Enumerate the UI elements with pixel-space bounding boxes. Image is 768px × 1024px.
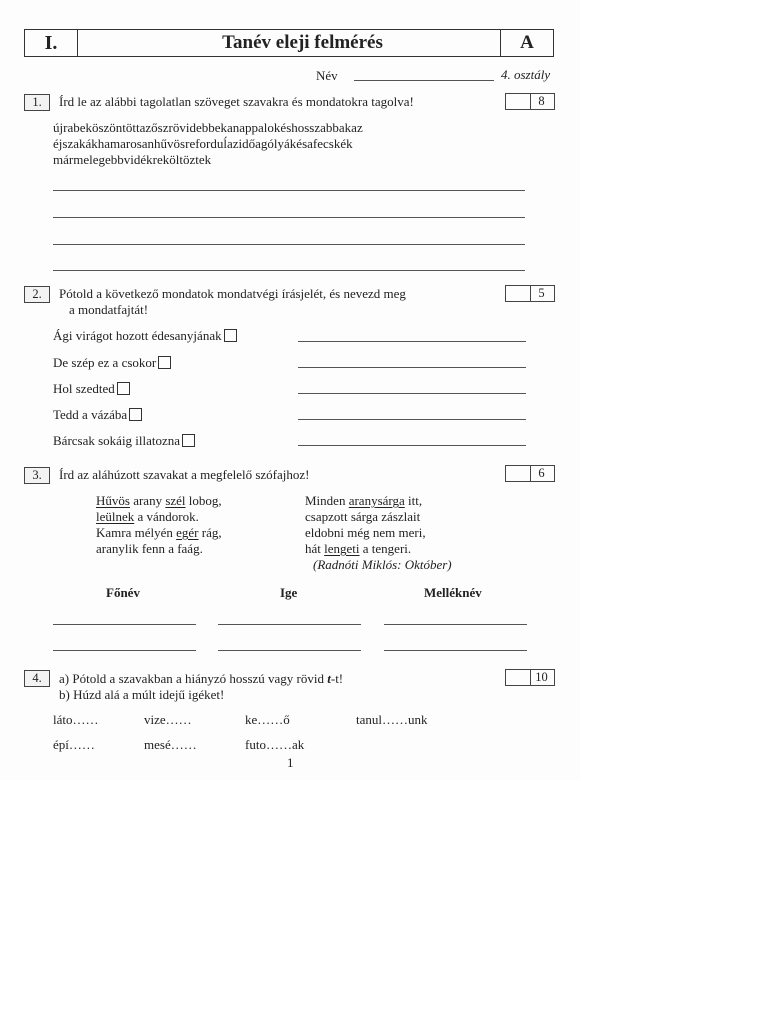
underlined-word: aranysárga (348, 493, 405, 508)
instruction-letter: t (327, 671, 331, 686)
task1-text-line: éjszakákhamarosanhűvösreforduĺazidőagólyákésafecskék (53, 136, 353, 151)
poem-text: Kamra mélyén (96, 525, 177, 540)
poem-right-line: csapzott sárga zászlait (305, 509, 421, 524)
poem-source: (Radnóti Miklós: Október) (313, 557, 452, 572)
name-label: Név (316, 68, 338, 83)
answer-line[interactable] (53, 217, 525, 218)
answer-line[interactable] (53, 270, 525, 271)
task3-number: 3. (24, 467, 50, 484)
poem-text: hát (305, 541, 325, 556)
sentence-row (53, 328, 237, 344)
answer-line[interactable] (53, 190, 525, 191)
sentence-text: Bárcsak sokáig illatozna (53, 433, 181, 448)
sentence-text: Ági virágot hozott édesanyjának (53, 328, 222, 343)
task4-instruction-a (59, 671, 343, 687)
poem-right-line: eldobni még nem meri, (305, 525, 426, 540)
fill-word[interactable]: láto…… (53, 712, 99, 727)
poem-text: arany (129, 493, 166, 508)
punctuation-checkbox[interactable] (182, 434, 195, 447)
score-empty-cell[interactable] (506, 94, 531, 109)
poem-text: a tengeri. (359, 541, 412, 556)
task4-instruction-b: b) Húzd alá a múlt idejű igéket! (59, 687, 225, 702)
score-empty-cell[interactable] (506, 466, 531, 481)
sentence-row (53, 407, 142, 423)
fill-word[interactable]: mesé…… (144, 737, 197, 752)
page-number: 1 (287, 755, 294, 770)
task1-number: 1. (24, 94, 50, 111)
task4-score-box (505, 669, 555, 686)
task3-max-score: 6 (538, 466, 545, 480)
task1-max-score: 8 (538, 94, 545, 108)
punctuation-checkbox[interactable] (224, 329, 237, 342)
fill-word[interactable]: ke……ő (245, 712, 290, 727)
underlined-word: Hűvös (96, 493, 130, 508)
score-empty-cell[interactable] (506, 286, 531, 301)
score-empty-cell[interactable] (506, 670, 531, 685)
answer-line[interactable] (384, 624, 527, 625)
punctuation-checkbox[interactable] (117, 382, 130, 395)
underlined-word: szél (165, 493, 186, 508)
sentence-text: Tedd a vázába (53, 407, 128, 422)
task3-instruction: Írd az aláhúzott szavakat a megfelelő szófajhoz! (59, 467, 310, 482)
answer-line[interactable] (298, 419, 526, 420)
task2-max-score: 5 (538, 286, 545, 300)
poem-text: a vándorok. (134, 509, 199, 524)
header-title: Tanév eleji felmérés (222, 32, 383, 53)
column-header-ige: Ige (280, 585, 298, 600)
answer-line[interactable] (298, 341, 526, 342)
task2-instruction: Pótold a következő mondatok mondatvégi írásjelét, és nevezd meg (59, 286, 406, 301)
underlined-word: egér (176, 525, 199, 540)
answer-line[interactable] (298, 367, 526, 368)
grade-label: 4. osztály (501, 67, 551, 82)
answer-line[interactable] (298, 393, 526, 394)
header-number: I. (25, 30, 78, 56)
task3-score-box (505, 465, 555, 482)
poem-left-line (96, 509, 199, 525)
poem-right-line (305, 541, 411, 557)
poem-left-line (96, 493, 222, 509)
answer-line[interactable] (384, 650, 527, 651)
fill-word[interactable]: vize…… (144, 712, 192, 727)
sentence-row (53, 433, 195, 449)
name-field-line[interactable] (354, 80, 494, 81)
poem-right-line (305, 493, 422, 509)
task1-score-box (505, 93, 555, 110)
column-header-melleknev: Melléknév (424, 585, 482, 600)
answer-line[interactable] (218, 624, 361, 625)
task4-max-score: 10 (535, 670, 548, 684)
task1-text-line: újrabeköszöntöttazőszrövidebbekanappalokéshosszabbakaz (53, 120, 363, 135)
fill-word[interactable]: épí…… (53, 737, 95, 752)
poem-text: Minden (305, 493, 349, 508)
sentence-text: De szép ez a csokor (53, 355, 157, 370)
answer-line[interactable] (218, 650, 361, 651)
underlined-word: leülnek (96, 509, 135, 524)
instruction-text: -t! (330, 671, 344, 686)
punctuation-checkbox[interactable] (158, 356, 171, 369)
fill-word[interactable]: tanul……unk (356, 712, 428, 727)
underlined-word: lengeti (324, 541, 360, 556)
poem-left-line (96, 525, 222, 541)
instruction-text: a) Pótold a szavakban a hiányzó hosszú vagy rövid (59, 671, 328, 686)
task4-number: 4. (24, 670, 50, 687)
poem-text: lobog, (185, 493, 222, 508)
poem-text: rág, (198, 525, 222, 540)
punctuation-checkbox[interactable] (129, 408, 142, 421)
answer-line[interactable] (53, 650, 196, 651)
sentence-row (53, 381, 130, 397)
sentence-row (53, 355, 171, 371)
answer-line[interactable] (53, 244, 525, 245)
task2-instruction-cont: a mondatfajtát! (69, 302, 149, 317)
answer-line[interactable] (53, 624, 196, 625)
answer-line[interactable] (298, 445, 526, 446)
task2-score-box (505, 285, 555, 302)
poem-text: itt, (404, 493, 423, 508)
poem-left-line: aranylik fenn a faág. (96, 541, 203, 556)
task1-text-line: mármelegebbvidékreköltöztek (53, 152, 212, 167)
fill-word[interactable]: futo……ak (245, 737, 305, 752)
column-header-fonev: Főnév (106, 585, 140, 600)
sentence-text: Hol szedted (53, 381, 115, 396)
worksheet-header (24, 29, 554, 57)
header-variant: A (500, 30, 553, 56)
task2-number: 2. (24, 286, 50, 303)
task1-instruction: Írd le az alábbi tagolatlan szöveget szavakra és mondatokra tagolva! (59, 94, 414, 109)
